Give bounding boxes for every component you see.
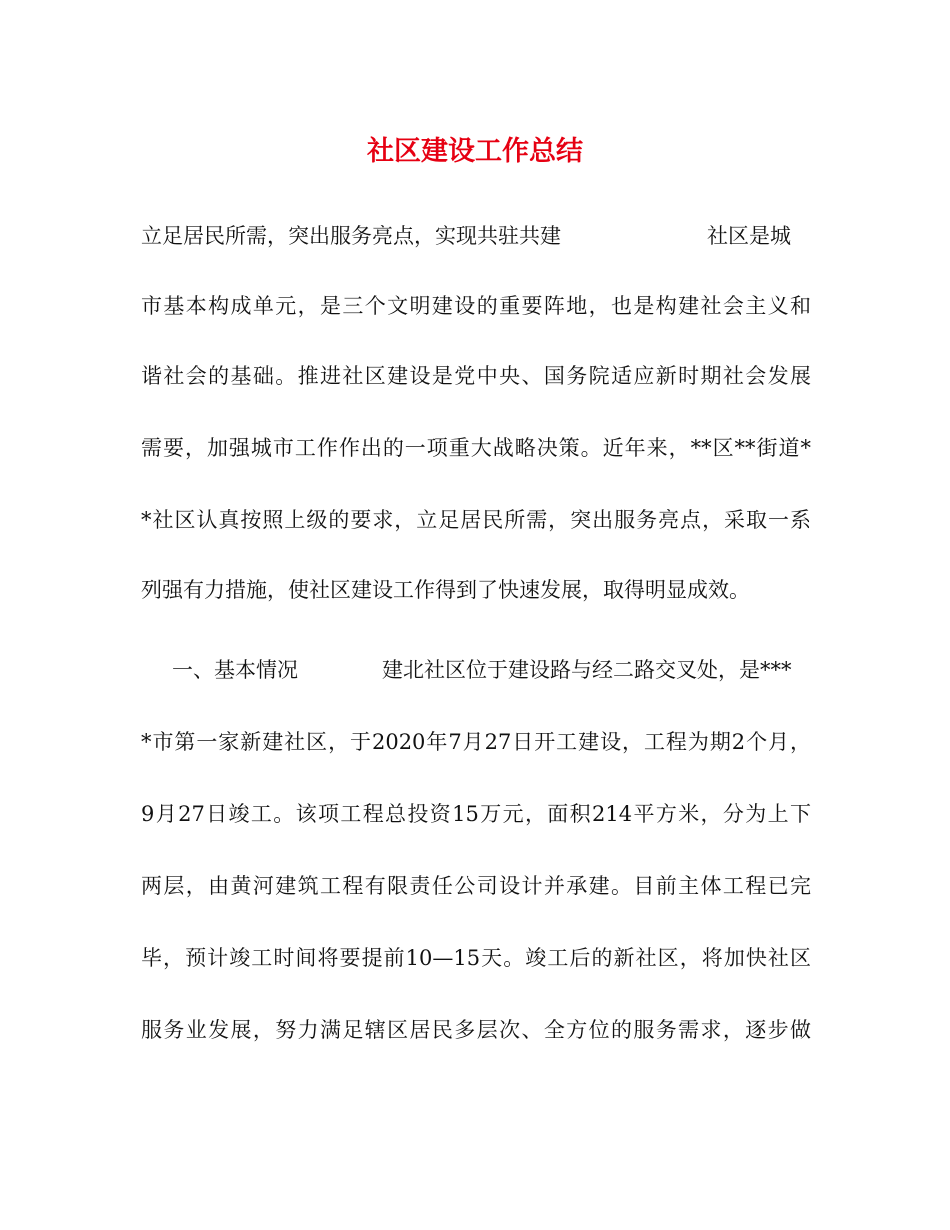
paragraph-1-lead: 立足居民所需，突出服务亮点，实现共驻共建 [141, 224, 561, 248]
text-line: *社区认真按照上级的要求，立足居民所需，突出服务亮点，采取一系 [141, 508, 811, 532]
text-line: 列强有力措施，使社区建设工作得到了快速发展，取得明显成效。 [141, 578, 750, 602]
text-line: 服务业发展，努力满足辖区居民多层次、全方位的服务需求，逐步做 [141, 1018, 811, 1042]
text-line: 9月27日竣工。该项工程总投资15万元，面积214平方米，分为上下 [141, 802, 811, 826]
text-line: *市第一家新建社区，于2020年7月27日开工建设，工程为期2个月， [141, 730, 811, 754]
text-line: 两层，由黄河建筑工程有限责任公司设计并承建。目前主体工程已完 [141, 874, 811, 898]
paragraph-2-first-line [141, 650, 811, 690]
section-heading-tail: 建北社区位于建设路与经二路交叉处，是*** [382, 658, 792, 682]
text-line: 需要，加强城市工作作出的一项重大战略决策。近年来，**区**街道* [141, 436, 811, 460]
document-title: 社区建设工作总结 [367, 136, 583, 167]
text-line: 谐社会的基础。推进社区建设是党中央、国务院适应新时期社会发展 [141, 364, 811, 388]
section-heading: 一、基本情况 [172, 658, 298, 682]
text-line: 市基本构成单元，是三个文明建设的重要阵地，也是构建社会主义和 [141, 294, 811, 318]
text-line: 毕，预计竣工时间将要提前10—15天。竣工后的新社区，将加快社区 [141, 946, 811, 970]
paragraph-1-first-line [141, 216, 811, 256]
paragraph-1-lead-tail: 社区是城 [707, 224, 791, 248]
